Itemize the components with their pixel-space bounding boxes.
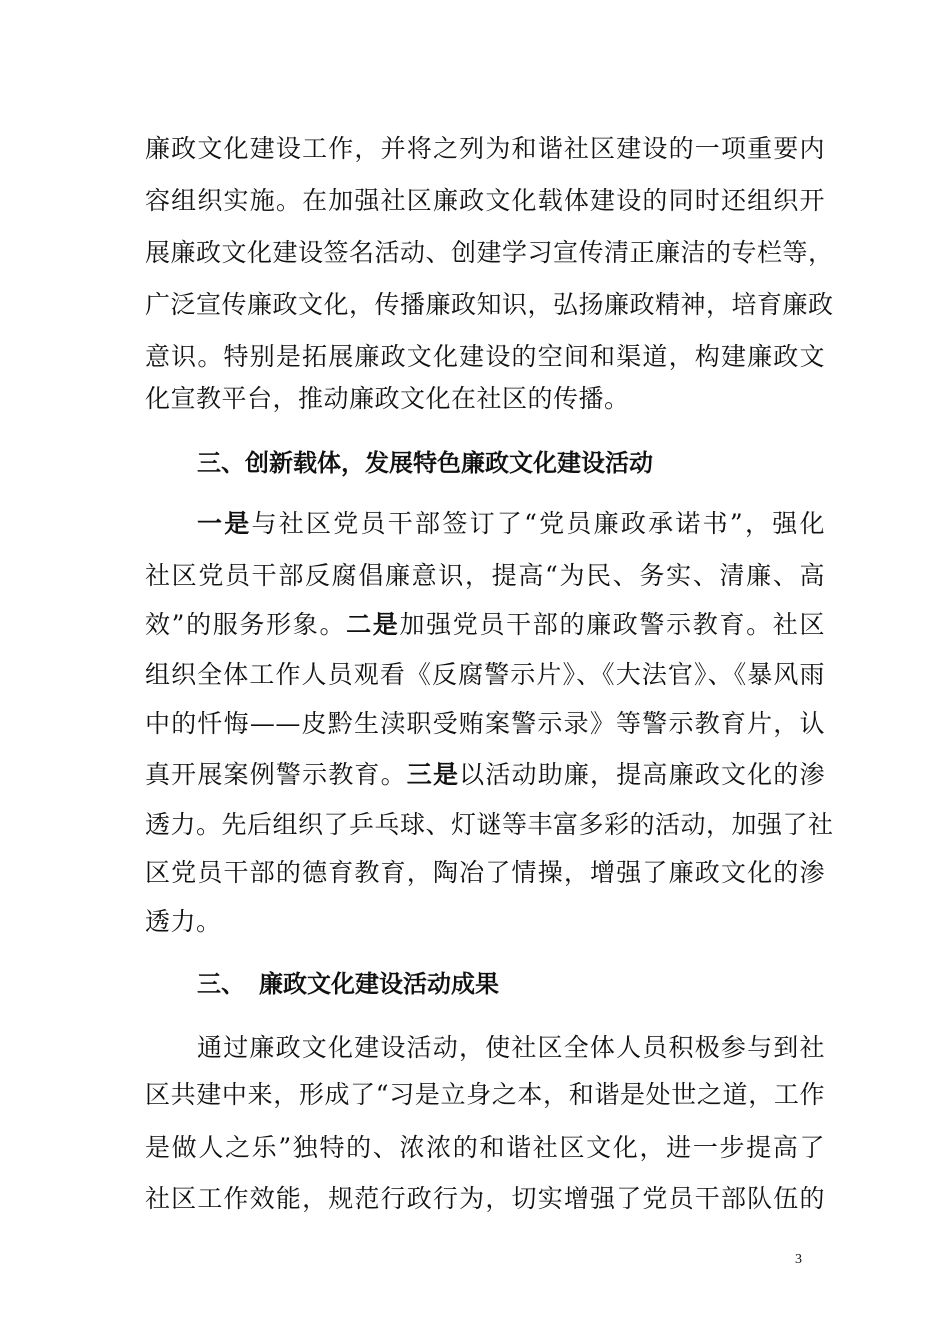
paragraph-line: 是做人之乐”独特的、浓浓的和谐社区文化，进一步提高了 (145, 1133, 825, 1162)
section-title: 廉政文化建设活动成果 (259, 970, 499, 998)
paragraph-text: 以活动助廉，提高廉政文化的渗 (459, 760, 825, 789)
paragraph-line (145, 760, 825, 790)
paragraph-line: 组织全体工作人员观看《反腐警示片》、《大法官》、《暴风雨 (145, 660, 825, 689)
paragraph-line: 展廉政文化建设签名活动、创建学习宣传清正廉洁的专栏等， (145, 238, 834, 267)
enumeration-lead: 三是 (406, 760, 460, 789)
paragraph-line: 透力。 (145, 907, 222, 936)
paragraph-line: 透力。先后组织了乒乓球、灯谜等丰富多彩的活动，加强了社 (145, 810, 834, 839)
paragraph-line: 廉政文化建设工作，并将之列为和谐社区建设的一项重要内 (145, 134, 825, 163)
paragraph-line (145, 610, 825, 640)
paragraph-text: 与社区党员干部签订了“党员廉政承诺书”，强化 (251, 509, 825, 538)
enumeration-lead: 二是 (346, 610, 400, 639)
paragraph-text: 效”的服务形象。 (145, 610, 347, 639)
paragraph-line: 广泛宣传廉政文化，传播廉政知识，弘扬廉政精神，培育廉政 (145, 290, 834, 319)
section-number: 三、 (197, 970, 245, 998)
paragraph-line: 容组织实施。在加强社区廉政文化载体建设的同时还组织开 (145, 186, 825, 215)
paragraph-line: 化宣教平台，推动廉政文化在社区的传播。 (145, 384, 630, 413)
page-number: 3 (795, 1252, 802, 1267)
paragraph-line: 中的忏悔——皮黔生渎职受贿案警示录》等警示教育片，认 (145, 709, 825, 738)
paragraph-line: 意识。特别是拓展廉政文化建设的空间和渠道，构建廉政文 (145, 342, 825, 371)
enumeration-lead: 一是 (197, 509, 252, 538)
paragraph-text: 加强党员干部的廉政警示教育。社区 (399, 610, 825, 639)
paragraph-text: 真开展案例警示教育。 (145, 760, 407, 789)
section-heading (197, 969, 499, 999)
paragraph-line: 通过廉政文化建设活动，使社区全体人员积极参与到社 (197, 1033, 825, 1062)
section-heading: 三、创新载体，发展特色廉政文化建设活动 (197, 449, 653, 477)
paragraph-line: 区共建中来，形成了“习是立身之本，和谐是处世之道，工作 (145, 1080, 825, 1109)
paragraph-line: 社区党员干部反腐倡廉意识，提高“为民、务实、清廉、高 (145, 561, 825, 590)
paragraph-line: 社区工作效能，规范行政行为，切实增强了党员干部队伍的 (145, 1184, 825, 1213)
paragraph-line (197, 509, 825, 539)
paragraph-line: 区党员干部的德育教育，陶冶了情操，增强了廉政文化的渗 (145, 858, 825, 887)
